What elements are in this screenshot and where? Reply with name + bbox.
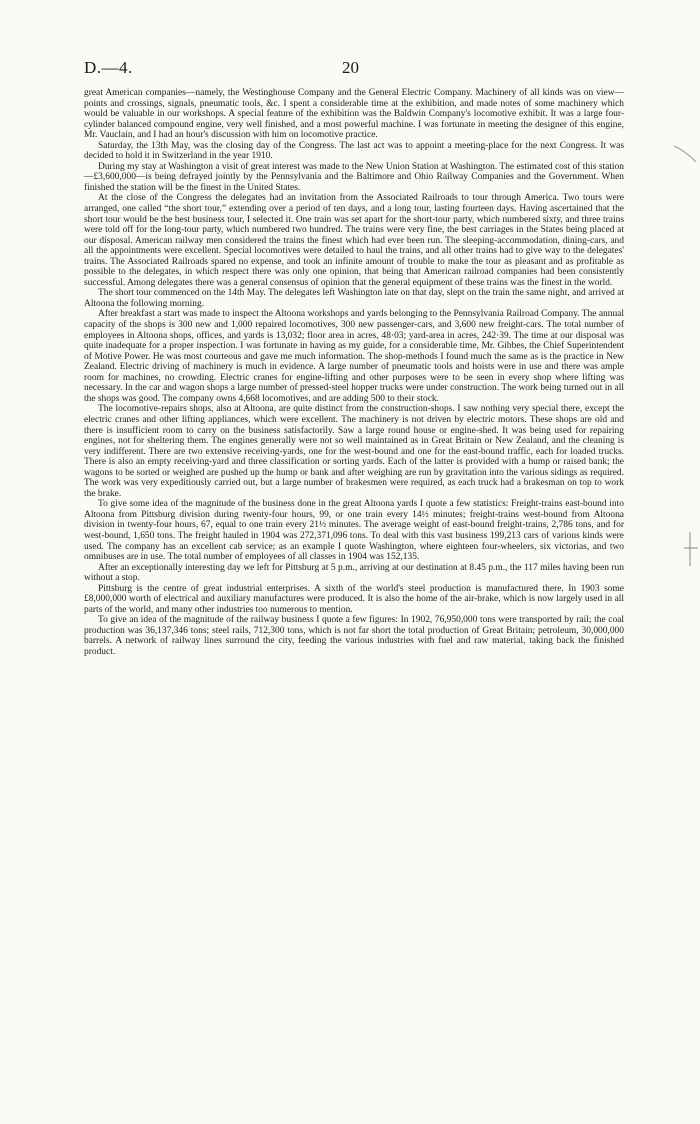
paragraph: After an exceptionally interesting day we left for Pittsburg at 5 p.m., arriving at our destination at 8.45 p.m., the 117 miles having been run without a stop.	[84, 562, 624, 584]
paragraph: To give an idea of the magnitude of the railway business I quote a few figures: In 1902, 76,950,000 tons were transported by rail; the coal production was 36,137,346 tons; steel rails, 712,300 tons, which is not far short the total production of Great Britain; petroleum, 30,000,000 barrels. A network of railway lines surround the city, feeding the various industries with fuel and raw material, taking back the finished product.	[84, 615, 624, 657]
page-header	[84, 58, 624, 82]
paragraph: The locomotive-repairs shops, also at Altoona, are quite distinct from the construction-shops. I saw nothing very special there, except the electric cranes and other lifting appliances, which were excellent. The machinery is not driven by electric motors. These shops are old and there is insufficient room to carry on the business satisfactorily. Saw a large round house or engine-shed. It was being used for repairing engines, not for sheltering them. The engines generally were not so well maintained as in Great Britain or New Zealand, and the cleaning is very indifferent. There are two extensive receiving-yards, one for the west-bound and one for the east-bound traffic, each for loaded trucks. There is also an empty receiving-yard and three classification or sorting yards. Each of the latter is provided with a hump or raised bank; the wagons to be sorted or weighed are pushed up the hump or bank and after weighing are run by gravitation into the various sidings as required. The work was very expeditiously carried out, but a large number of brakesmen were required, as each truck had a brakesman on top to work the brake.	[84, 404, 624, 499]
paragraph: The short tour commenced on the 14th May. The delegates left Washington late on that day, slept on the train the same night, and arrived at Altoona the following morning.	[84, 288, 624, 309]
paragraph: Saturday, the 13th May, was the closing day of the Congress. The last act was to appoint a meeting-place for the next Congress. It was decided to hold it in Switzerland in the year 1910.	[84, 140, 624, 162]
paragraph: To give some idea of the magnitude of the business done in the great Altoona yards I quote a few statistics: Freight-trains east-bound into Altoona from Pittsburg division during twenty-four hours, 99, or one train every 14½ minutes; freight-trains west-bound from Altoona division in twenty-four hours, 67, equal to one train every 21½ minutes. The average weight of east-bound freight-trains, 2,786 tons, and for west-bound, 1,650 tons. The freight hauled in 1904 was 272,371,096 tons. To deal with this vast business 199,213 cars of various kinds were used. The company has an excellent cab service; as an example I quote Washington, where eighteen four-wheelers, six victorias, and two omnibuses are in use. The total number of employees of all classes in 1904 was 152,135.	[84, 499, 624, 563]
paragraph: Pittsburg is the centre of great industrial enterprises. A sixth of the world's steel production is manufactured there. In 1903 some £8,000,000 worth of electrical and auxiliary manufactures were produced. It is also the home of the air-brake, which is now largely used in all parts of the world, and many other industries too numerous to mention.	[84, 583, 624, 615]
paragraph: During my stay at Washington a visit of great interest was made to the New Union Station at Washington. The estimated cost of this station—£3,600,000—is being defrayed jointly by the Pennsylvania and the Baltimore and Ohio Railway Companies and the Government. When finished the station will be the finest in the United States.	[84, 161, 624, 193]
document-code: D.—4.	[84, 58, 133, 77]
margin-mark	[672, 140, 698, 170]
paragraph: great American companies—namely, the Westinghouse Company and the General Electric Company. Machinery of all kinds was on view—points and crossings, signals, pneumatic tools, &c. I spent a considerable time at the exhibition, and made notes of some machinery which would be valuable in our workshops. A special feature of the exhibition was the Baldwin Company's locomotive exhibit. It was a large four-cylinder balanced compound engine, very well finished, and a most powerful machine. I was fortunate in meeting the designer of this engine, Mr. Vauclain, and I had an hour's discussion with him on locomotive practice.	[84, 88, 624, 141]
paragraph: After breakfast a start was made to inspect the Altoona workshops and yards belonging to the Pennsylvania Railroad Company. The annual capacity of the shops is 300 new and 1,000 repaired locomotives, 300 new passenger-cars, and 3,600 new freight-cars. The total number of employees in Altoona shops, offices, and yards is 13,032; floor area in acres, 48·03; yard-area in acres, 242·39. The time at our disposal was quite inadequate for a proper inspection. I was fortunate in having as my guide, for a considerable time, Mr. Gibbes, the Chief Superintendent of Motive Power. He was most courteous and gave me much information. The shop-methods I found much the same as is the practice in New Zealand. Electric driving of machinery is much in evidence. A large number of pneumatic tools and hoists were in use and there was ample room for machines, no crowding. Electric cranes for engine-lifting and other purposes were to be seen in every shop where lifting was necessary. In the car and wagon shops a large number of pressed-steel hopper trucks were under construction. The work being turned out in all the shops was good. The company owns 4,668 locomotives, and are adding 500 to their stock.	[84, 309, 624, 404]
paragraph: At the close of the Congress the delegates had an invitation from the Associated Railroads to tour through America. Two tours were arranged, one called “the short tour,” extending over a period of ten days, and a long tour, lasting fourteen days. Having ascertained that the short tour would be the best business tour, I selected it. One train was set apart for the short-tour party, which numbered sixty, and three trains were told off for the long-tour party, which numbered two hundred. The trains were very fine, the best carriages in the States being placed at our disposal. American railway men considered the trains the finest which had ever been run. The sleeping-accommodation, dining-cars, and all the appointments were excellent. Special locomotives were detailed to haul the trains, and all other trains had to give way to the delegates' trains. The Associated Railroads spared no expense, and took an infinite amount of trouble to make the tour as pleasant and as profitable as possible to the delegates, in which respect there was only one opinion, that being that American railroad companies had been consistently successful. Among delegates there was a general consensus of opinion that the general equipment of these trains was the finest in the world.	[84, 193, 624, 288]
body-text	[84, 88, 624, 658]
page-number: 20	[342, 58, 359, 77]
margin-mark	[680, 530, 700, 570]
